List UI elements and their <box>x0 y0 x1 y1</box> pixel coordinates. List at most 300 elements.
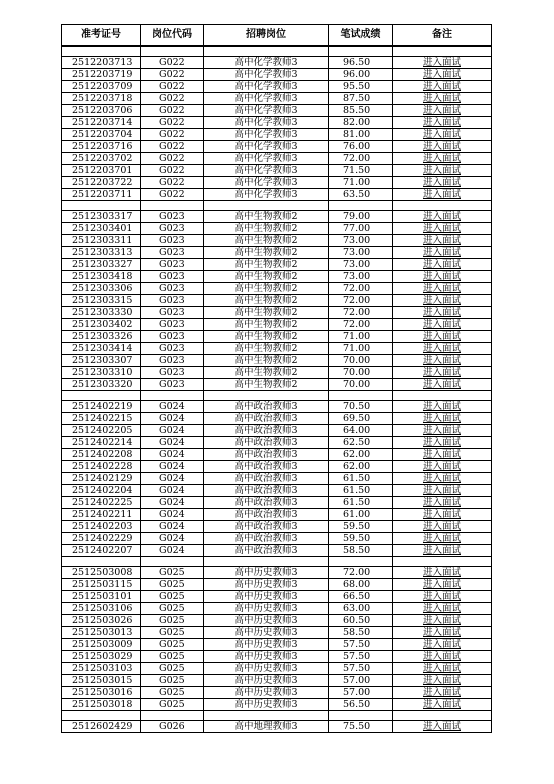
cell-exam-id: 2512303414 <box>62 343 141 355</box>
cell-post-code: G023 <box>141 319 204 331</box>
table-row <box>62 401 492 413</box>
table-row <box>62 461 492 473</box>
cell-note: 进入面试 <box>393 69 492 81</box>
header-note: 备注 <box>393 25 492 47</box>
table-row <box>62 355 492 367</box>
cell-score: 59.50 <box>329 521 393 533</box>
cell-note: 进入面试 <box>393 81 492 93</box>
table-row <box>62 331 492 343</box>
cell-post-code: G024 <box>141 425 204 437</box>
spacer-cell <box>204 557 329 567</box>
cell-post: 高中政治教师3 <box>204 473 329 485</box>
cell-score: 71.50 <box>329 165 393 177</box>
cell-score: 77.00 <box>329 223 393 235</box>
cell-post-code: G025 <box>141 699 204 711</box>
cell-score: 71.00 <box>329 331 393 343</box>
cell-exam-id: 2512503026 <box>62 615 141 627</box>
cell-exam-id: 2512303310 <box>62 367 141 379</box>
group-spacer-row <box>62 46 492 57</box>
cell-post: 高中政治教师3 <box>204 485 329 497</box>
cell-post: 高中生物教师2 <box>204 271 329 283</box>
cell-post: 高中历史教师3 <box>204 579 329 591</box>
cell-post-code: G025 <box>141 639 204 651</box>
cell-exam-id: 2512203706 <box>62 105 141 117</box>
table-row <box>62 57 492 69</box>
table-row <box>62 259 492 271</box>
cell-note: 进入面试 <box>393 129 492 141</box>
cell-score: 58.50 <box>329 627 393 639</box>
spacer-cell <box>62 391 141 401</box>
cell-exam-id: 2512503115 <box>62 579 141 591</box>
table-row <box>62 687 492 699</box>
cell-post-code: G023 <box>141 331 204 343</box>
cell-note: 进入面试 <box>393 141 492 153</box>
cell-post-code: G024 <box>141 497 204 509</box>
cell-score: 70.00 <box>329 379 393 391</box>
cell-score: 59.50 <box>329 533 393 545</box>
cell-exam-id: 2512503018 <box>62 699 141 711</box>
cell-exam-id: 2512303311 <box>62 235 141 247</box>
spacer-cell <box>204 391 329 401</box>
cell-post-code: G022 <box>141 81 204 93</box>
cell-note: 进入面试 <box>393 223 492 235</box>
cell-post-code: G023 <box>141 307 204 319</box>
cell-post-code: G023 <box>141 211 204 223</box>
cell-note: 进入面试 <box>393 307 492 319</box>
cell-post: 高中历史教师3 <box>204 615 329 627</box>
cell-post: 高中化学教师3 <box>204 93 329 105</box>
table-row <box>62 627 492 639</box>
cell-score: 72.00 <box>329 307 393 319</box>
cell-exam-id: 2512303313 <box>62 247 141 259</box>
spacer-cell <box>329 711 393 721</box>
cell-score: 57.50 <box>329 651 393 663</box>
group-spacer-row <box>62 557 492 567</box>
table-row <box>62 721 492 733</box>
cell-note: 进入面试 <box>393 283 492 295</box>
cell-post: 高中地理教师3 <box>204 721 329 733</box>
cell-post: 高中政治教师3 <box>204 401 329 413</box>
cell-exam-id: 2512402203 <box>62 521 141 533</box>
cell-note: 进入面试 <box>393 211 492 223</box>
cell-exam-id: 2512303306 <box>62 283 141 295</box>
cell-exam-id: 2512402225 <box>62 497 141 509</box>
cell-post-code: G025 <box>141 567 204 579</box>
spacer-cell <box>62 557 141 567</box>
cell-post-code: G023 <box>141 355 204 367</box>
cell-note: 进入面试 <box>393 331 492 343</box>
table-row <box>62 319 492 331</box>
cell-score: 61.50 <box>329 473 393 485</box>
cell-note: 进入面试 <box>393 461 492 473</box>
cell-score: 79.00 <box>329 211 393 223</box>
cell-post-code: G024 <box>141 509 204 521</box>
cell-post: 高中生物教师2 <box>204 343 329 355</box>
cell-exam-id: 2512203713 <box>62 57 141 69</box>
table-row <box>62 69 492 81</box>
table-body <box>62 46 492 733</box>
cell-post-code: G022 <box>141 177 204 189</box>
cell-score: 72.00 <box>329 319 393 331</box>
cell-note: 进入面试 <box>393 545 492 557</box>
table-row <box>62 449 492 461</box>
cell-post-code: G022 <box>141 165 204 177</box>
cell-exam-id: 2512402207 <box>62 545 141 557</box>
table-row <box>62 603 492 615</box>
table-row <box>62 485 492 497</box>
cell-note: 进入面试 <box>393 235 492 247</box>
table-row <box>62 211 492 223</box>
cell-note: 进入面试 <box>393 473 492 485</box>
cell-exam-id: 2512503015 <box>62 675 141 687</box>
cell-note: 进入面试 <box>393 615 492 627</box>
cell-post: 高中历史教师3 <box>204 675 329 687</box>
cell-post: 高中化学教师3 <box>204 57 329 69</box>
table-row <box>62 235 492 247</box>
cell-exam-id: 2512402129 <box>62 473 141 485</box>
spacer-cell <box>393 391 492 401</box>
cell-exam-id: 2512203704 <box>62 129 141 141</box>
cell-exam-id: 2512203719 <box>62 69 141 81</box>
cell-exam-id: 2512203702 <box>62 153 141 165</box>
cell-exam-id: 2512402219 <box>62 401 141 413</box>
cell-post-code: G023 <box>141 379 204 391</box>
group-spacer-row <box>62 391 492 401</box>
table-row <box>62 651 492 663</box>
cell-score: 76.00 <box>329 141 393 153</box>
cell-exam-id: 2512402204 <box>62 485 141 497</box>
spacer-cell <box>393 46 492 57</box>
cell-post: 高中化学教师3 <box>204 129 329 141</box>
cell-post-code: G024 <box>141 545 204 557</box>
cell-post-code: G022 <box>141 105 204 117</box>
cell-note: 进入面试 <box>393 675 492 687</box>
table-row <box>62 129 492 141</box>
cell-exam-id: 2512203701 <box>62 165 141 177</box>
cell-post: 高中政治教师3 <box>204 497 329 509</box>
cell-exam-id: 2512303401 <box>62 223 141 235</box>
cell-score: 73.00 <box>329 247 393 259</box>
cell-score: 85.50 <box>329 105 393 117</box>
table-row <box>62 509 492 521</box>
cell-exam-id: 2512303307 <box>62 355 141 367</box>
cell-post-code: G024 <box>141 473 204 485</box>
cell-post-code: G023 <box>141 367 204 379</box>
cell-post: 高中历史教师3 <box>204 699 329 711</box>
cell-score: 63.50 <box>329 189 393 201</box>
table-row <box>62 81 492 93</box>
cell-exam-id: 2512402215 <box>62 413 141 425</box>
cell-score: 72.00 <box>329 153 393 165</box>
cell-exam-id: 2512503009 <box>62 639 141 651</box>
cell-score: 60.50 <box>329 615 393 627</box>
cell-score: 81.00 <box>329 129 393 141</box>
cell-exam-id: 2512203722 <box>62 177 141 189</box>
cell-post-code: G024 <box>141 461 204 473</box>
table-row <box>62 367 492 379</box>
cell-score: 64.00 <box>329 425 393 437</box>
cell-note: 进入面试 <box>393 413 492 425</box>
cell-post: 高中历史教师3 <box>204 651 329 663</box>
cell-note: 进入面试 <box>393 651 492 663</box>
cell-score: 56.50 <box>329 699 393 711</box>
cell-post-code: G022 <box>141 129 204 141</box>
cell-post: 高中生物教师2 <box>204 247 329 259</box>
cell-score: 57.50 <box>329 663 393 675</box>
cell-post-code: G025 <box>141 627 204 639</box>
cell-exam-id: 2512402208 <box>62 449 141 461</box>
cell-exam-id: 2512303320 <box>62 379 141 391</box>
cell-post-code: G026 <box>141 721 204 733</box>
cell-post-code: G023 <box>141 271 204 283</box>
cell-note: 进入面试 <box>393 627 492 639</box>
cell-post: 高中历史教师3 <box>204 603 329 615</box>
cell-post-code: G022 <box>141 93 204 105</box>
table-row <box>62 165 492 177</box>
cell-post-code: G023 <box>141 235 204 247</box>
spacer-cell <box>204 46 329 57</box>
cell-post-code: G024 <box>141 449 204 461</box>
cell-post-code: G024 <box>141 437 204 449</box>
cell-note: 进入面试 <box>393 663 492 675</box>
cell-post: 高中生物教师2 <box>204 331 329 343</box>
cell-post: 高中生物教师2 <box>204 283 329 295</box>
cell-note: 进入面试 <box>393 437 492 449</box>
cell-score: 73.00 <box>329 271 393 283</box>
cell-post: 高中化学教师3 <box>204 153 329 165</box>
header-score: 笔试成绩 <box>329 25 393 47</box>
table-row <box>62 639 492 651</box>
cell-score: 61.00 <box>329 509 393 521</box>
cell-exam-id: 2512503013 <box>62 627 141 639</box>
cell-post: 高中化学教师3 <box>204 189 329 201</box>
cell-note: 进入面试 <box>393 687 492 699</box>
cell-post-code: G025 <box>141 615 204 627</box>
cell-note: 进入面试 <box>393 639 492 651</box>
cell-post: 高中生物教师2 <box>204 235 329 247</box>
cell-post: 高中生物教师2 <box>204 223 329 235</box>
cell-post: 高中生物教师2 <box>204 379 329 391</box>
table-header <box>62 25 492 47</box>
cell-post-code: G022 <box>141 141 204 153</box>
table-row <box>62 675 492 687</box>
results-table <box>61 24 492 733</box>
cell-note: 进入面试 <box>393 401 492 413</box>
cell-score: 73.00 <box>329 235 393 247</box>
cell-score: 63.00 <box>329 603 393 615</box>
table-row <box>62 93 492 105</box>
cell-note: 进入面试 <box>393 367 492 379</box>
table-row <box>62 177 492 189</box>
spacer-cell <box>141 711 204 721</box>
cell-post: 高中化学教师3 <box>204 81 329 93</box>
cell-exam-id: 2512303327 <box>62 259 141 271</box>
table-row <box>62 271 492 283</box>
cell-note: 进入面试 <box>393 93 492 105</box>
cell-post: 高中政治教师3 <box>204 545 329 557</box>
cell-post-code: G025 <box>141 663 204 675</box>
table-row <box>62 591 492 603</box>
cell-post: 高中历史教师3 <box>204 627 329 639</box>
table-row <box>62 473 492 485</box>
cell-note: 进入面试 <box>393 509 492 521</box>
cell-post-code: G022 <box>141 57 204 69</box>
cell-post-code: G022 <box>141 189 204 201</box>
cell-score: 61.50 <box>329 485 393 497</box>
cell-post: 高中化学教师3 <box>204 117 329 129</box>
cell-post: 高中生物教师2 <box>204 319 329 331</box>
cell-score: 70.00 <box>329 355 393 367</box>
cell-exam-id: 2512503008 <box>62 567 141 579</box>
cell-post-code: G022 <box>141 69 204 81</box>
cell-exam-id: 2512303418 <box>62 271 141 283</box>
cell-post: 高中化学教师3 <box>204 141 329 153</box>
spacer-cell <box>141 201 204 211</box>
spacer-cell <box>393 201 492 211</box>
cell-score: 62.00 <box>329 449 393 461</box>
cell-note: 进入面试 <box>393 153 492 165</box>
cell-note: 进入面试 <box>393 449 492 461</box>
cell-score: 70.50 <box>329 401 393 413</box>
spacer-cell <box>141 557 204 567</box>
cell-post-code: G023 <box>141 295 204 307</box>
table-row <box>62 437 492 449</box>
cell-exam-id: 2512402228 <box>62 461 141 473</box>
table-row <box>62 105 492 117</box>
cell-exam-id: 2512402205 <box>62 425 141 437</box>
cell-exam-id: 2512503106 <box>62 603 141 615</box>
spacer-cell <box>329 46 393 57</box>
cell-score: 58.50 <box>329 545 393 557</box>
table-row <box>62 223 492 235</box>
table-row <box>62 343 492 355</box>
cell-post: 高中政治教师3 <box>204 449 329 461</box>
cell-post: 高中化学教师3 <box>204 177 329 189</box>
spacer-cell <box>141 46 204 57</box>
cell-score: 96.50 <box>329 57 393 69</box>
cell-exam-id: 2512203716 <box>62 141 141 153</box>
table-row <box>62 699 492 711</box>
table-row <box>62 307 492 319</box>
cell-score: 62.50 <box>329 437 393 449</box>
cell-post: 高中生物教师2 <box>204 355 329 367</box>
cell-exam-id: 2512203711 <box>62 189 141 201</box>
table-row <box>62 189 492 201</box>
cell-post: 高中政治教师3 <box>204 533 329 545</box>
cell-note: 进入面试 <box>393 105 492 117</box>
cell-note: 进入面试 <box>393 57 492 69</box>
cell-note: 进入面试 <box>393 521 492 533</box>
cell-exam-id: 2512402229 <box>62 533 141 545</box>
spacer-cell <box>393 711 492 721</box>
cell-post-code: G025 <box>141 579 204 591</box>
cell-exam-id: 2512303317 <box>62 211 141 223</box>
cell-note: 进入面试 <box>393 591 492 603</box>
cell-score: 72.00 <box>329 283 393 295</box>
cell-exam-id: 2512203718 <box>62 93 141 105</box>
spacer-cell <box>204 711 329 721</box>
cell-post-code: G025 <box>141 603 204 615</box>
spacer-cell <box>329 391 393 401</box>
cell-exam-id: 2512203714 <box>62 117 141 129</box>
cell-post: 高中化学教师3 <box>204 105 329 117</box>
header-post-code: 岗位代码 <box>141 25 204 47</box>
cell-exam-id: 2512503029 <box>62 651 141 663</box>
cell-score: 75.50 <box>329 721 393 733</box>
cell-post-code: G023 <box>141 247 204 259</box>
spacer-cell <box>62 711 141 721</box>
table-row <box>62 295 492 307</box>
cell-post-code: G024 <box>141 413 204 425</box>
group-spacer-row <box>62 201 492 211</box>
cell-score: 71.00 <box>329 177 393 189</box>
cell-score: 87.50 <box>329 93 393 105</box>
cell-score: 95.50 <box>329 81 393 93</box>
cell-exam-id: 2512303402 <box>62 319 141 331</box>
spacer-cell <box>329 557 393 567</box>
cell-score: 57.50 <box>329 639 393 651</box>
spacer-cell <box>141 391 204 401</box>
cell-score: 73.00 <box>329 259 393 271</box>
cell-score: 72.00 <box>329 567 393 579</box>
table-row <box>62 413 492 425</box>
table-row <box>62 141 492 153</box>
cell-exam-id: 2512402211 <box>62 509 141 521</box>
cell-score: 70.00 <box>329 367 393 379</box>
cell-note: 进入面试 <box>393 497 492 509</box>
cell-post-code: G022 <box>141 117 204 129</box>
cell-note: 进入面试 <box>393 259 492 271</box>
header-exam-id: 准考证号 <box>62 25 141 47</box>
cell-post-code: G023 <box>141 343 204 355</box>
spacer-cell <box>393 557 492 567</box>
cell-post: 高中政治教师3 <box>204 461 329 473</box>
cell-post-code: G024 <box>141 401 204 413</box>
cell-score: 71.00 <box>329 343 393 355</box>
table-row <box>62 533 492 545</box>
cell-score: 66.50 <box>329 591 393 603</box>
table-row <box>62 567 492 579</box>
cell-note: 进入面试 <box>393 425 492 437</box>
cell-score: 57.00 <box>329 675 393 687</box>
cell-exam-id: 2512303326 <box>62 331 141 343</box>
cell-score: 68.00 <box>329 579 393 591</box>
spacer-cell <box>62 201 141 211</box>
table-row <box>62 615 492 627</box>
table-row <box>62 425 492 437</box>
cell-post-code: G022 <box>141 153 204 165</box>
cell-note: 进入面试 <box>393 379 492 391</box>
cell-post-code: G025 <box>141 591 204 603</box>
cell-post-code: G023 <box>141 283 204 295</box>
cell-exam-id: 2512503103 <box>62 663 141 675</box>
cell-post: 高中政治教师3 <box>204 413 329 425</box>
cell-note: 进入面试 <box>393 319 492 331</box>
cell-score: 96.00 <box>329 69 393 81</box>
cell-note: 进入面试 <box>393 699 492 711</box>
cell-note: 进入面试 <box>393 721 492 733</box>
cell-note: 进入面试 <box>393 189 492 201</box>
table-row <box>62 247 492 259</box>
table-row <box>62 497 492 509</box>
cell-post: 高中历史教师3 <box>204 639 329 651</box>
cell-post-code: G023 <box>141 259 204 271</box>
cell-post: 高中化学教师3 <box>204 165 329 177</box>
cell-post: 高中生物教师2 <box>204 211 329 223</box>
cell-exam-id: 2512203709 <box>62 81 141 93</box>
cell-post: 高中历史教师3 <box>204 687 329 699</box>
table-row <box>62 579 492 591</box>
